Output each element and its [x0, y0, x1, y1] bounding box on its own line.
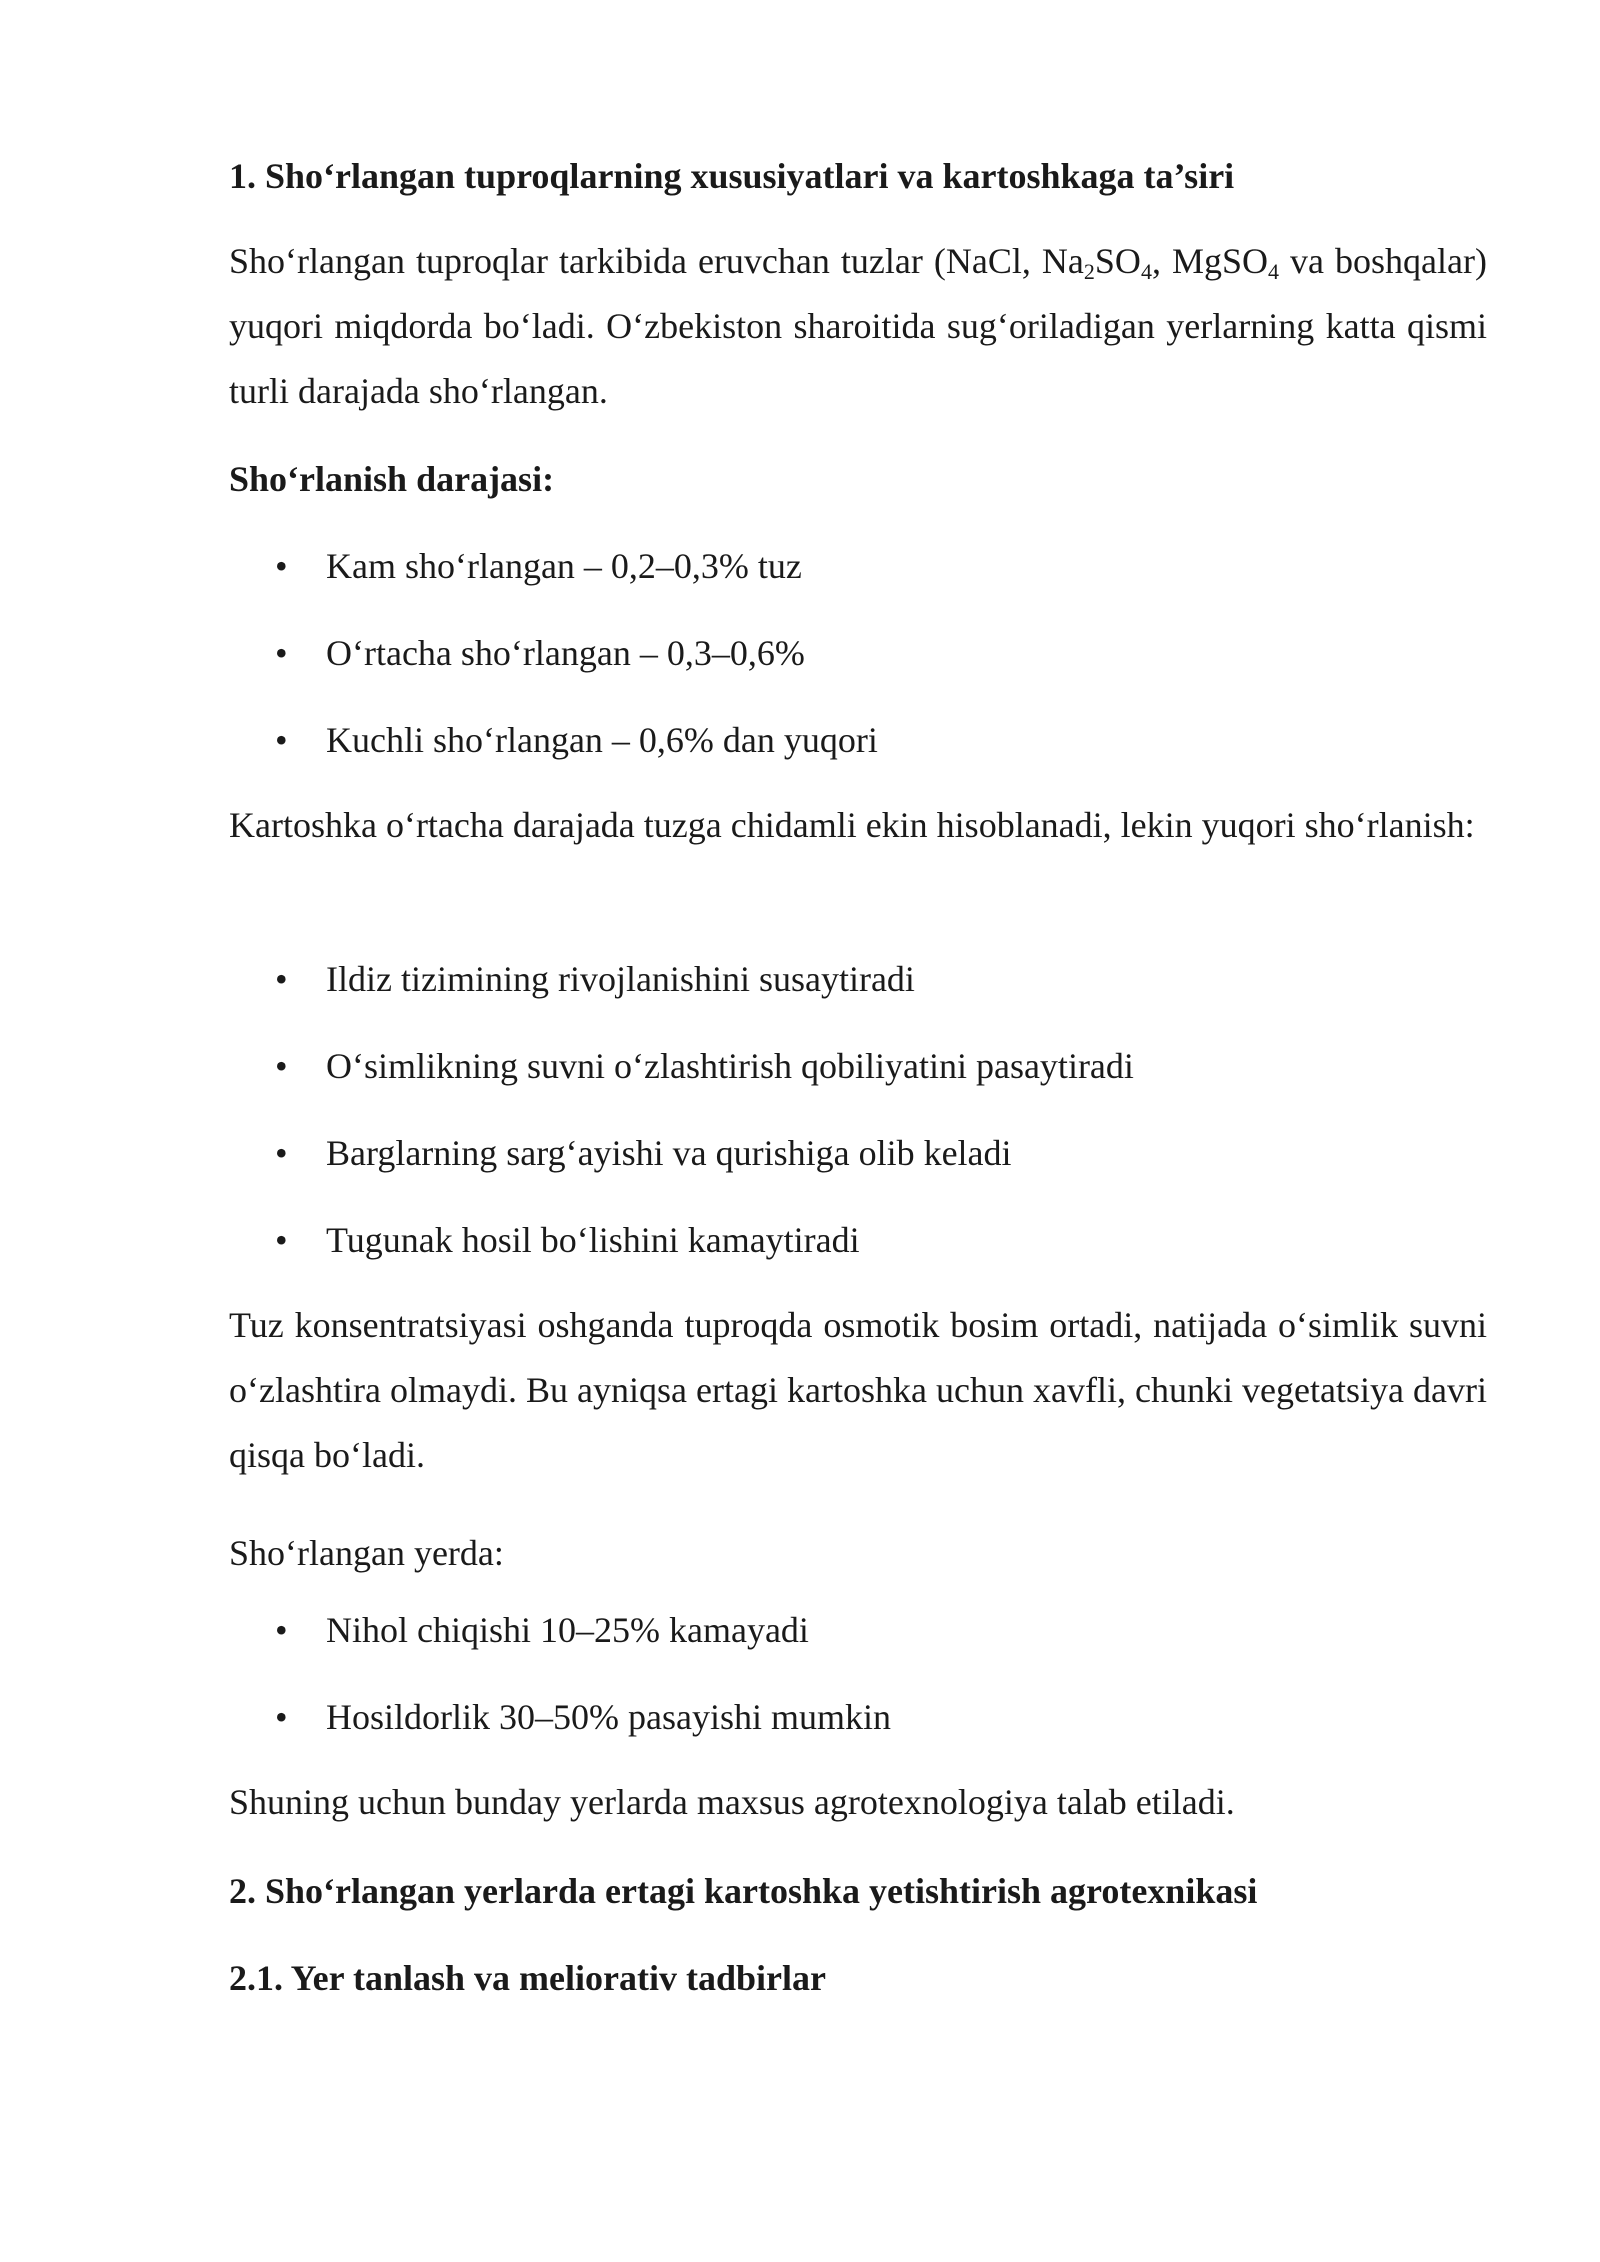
intro-text-3: , MgSO — [1151, 241, 1268, 281]
list-item-text: Barglarning sarg‘ayishi va qurishiga olib keladi — [326, 1133, 1012, 1173]
list-item-text: Kam sho‘rlangan – 0,2–0,3% tuz — [326, 546, 802, 586]
section-1-heading: 1. Sho‘rlangan tuproqlarning xususiyatlari va kartoshkaga ta’siri — [229, 156, 1235, 196]
subscript: 4 — [1268, 259, 1279, 284]
section-2-heading: 2. Sho‘rlangan yerlarda ertagi kartoshka yetishtirish agrotexnikasi — [229, 1871, 1258, 1911]
list-item-text: Hosildorlik 30–50% pasayishi mumkin — [326, 1697, 891, 1737]
list-item-text: Ildiz tizimining rivojlanishini susaytiradi — [326, 959, 915, 999]
list-item-text: O‘simlikning suvni o‘zlashtirish qobiliyatini pasaytiradi — [326, 1046, 1134, 1086]
intro-paragraph — [229, 229, 1487, 424]
intro-text-2: SO — [1094, 241, 1141, 281]
list-item-text: Kuchli sho‘rlangan – 0,6% dan yuqori — [326, 720, 878, 760]
saline-intro: Sho‘rlangan yerda: — [229, 1533, 504, 1573]
bullet: • — [275, 1697, 288, 1737]
subscript: 4 — [1140, 259, 1152, 284]
bullet: • — [275, 1220, 288, 1260]
bullet: • — [275, 633, 288, 673]
conclusion-paragraph: Shuning uchun bunday yerlarda maxsus agrotexnologiya talab etiladi. — [229, 1782, 1235, 1822]
degree-heading: Sho‘rlanish darajasi: — [229, 459, 555, 499]
list-item-text: Tugunak hosil bo‘lishini kamaytiradi — [326, 1220, 860, 1260]
bullet: • — [275, 546, 288, 586]
bullet: • — [275, 1046, 288, 1086]
osmotic-paragraph: Tuz konsentratsiyasi oshganda tuproqda osmotik bosim ortadi, natijada o‘simlik suvni o‘zlashtira olmaydi. Bu ayniqsa ertagi kartoshka uchun xavfli, chunki vegetatsiya davri qisqa bo‘ladi. — [229, 1305, 1487, 1475]
tolerance-paragraph: Kartoshka o‘rtacha darajada tuzga chidamli ekin hisoblanadi, lekin yuqori sho‘rlanish: — [229, 805, 1475, 845]
section-2-1-heading: 2.1. Yer tanlash va meliorativ tadbirlar — [229, 1958, 826, 1998]
intro-text-4: va boshqalar) yuqori miqdorda bo‘ladi. O‘zbekiston sharoitida sug‘oriladigan yerlarning katta qismi turli darajada sho‘rlangan. — [229, 241, 1487, 411]
bullet: • — [275, 1610, 288, 1650]
list-item-text: O‘rtacha sho‘rlangan – 0,3–0,6% — [326, 633, 805, 673]
bullet: • — [275, 959, 288, 999]
intro-text-1: Sho‘rlangan tuproqlar tarkibida eruvchan tuzlar (NaCl, Na — [229, 241, 1084, 281]
bullet: • — [275, 1133, 288, 1173]
bullet: • — [275, 720, 288, 760]
subscript: 2 — [1083, 259, 1095, 284]
list-item-text: Nihol chiqishi 10–25% kamayadi — [326, 1610, 809, 1650]
